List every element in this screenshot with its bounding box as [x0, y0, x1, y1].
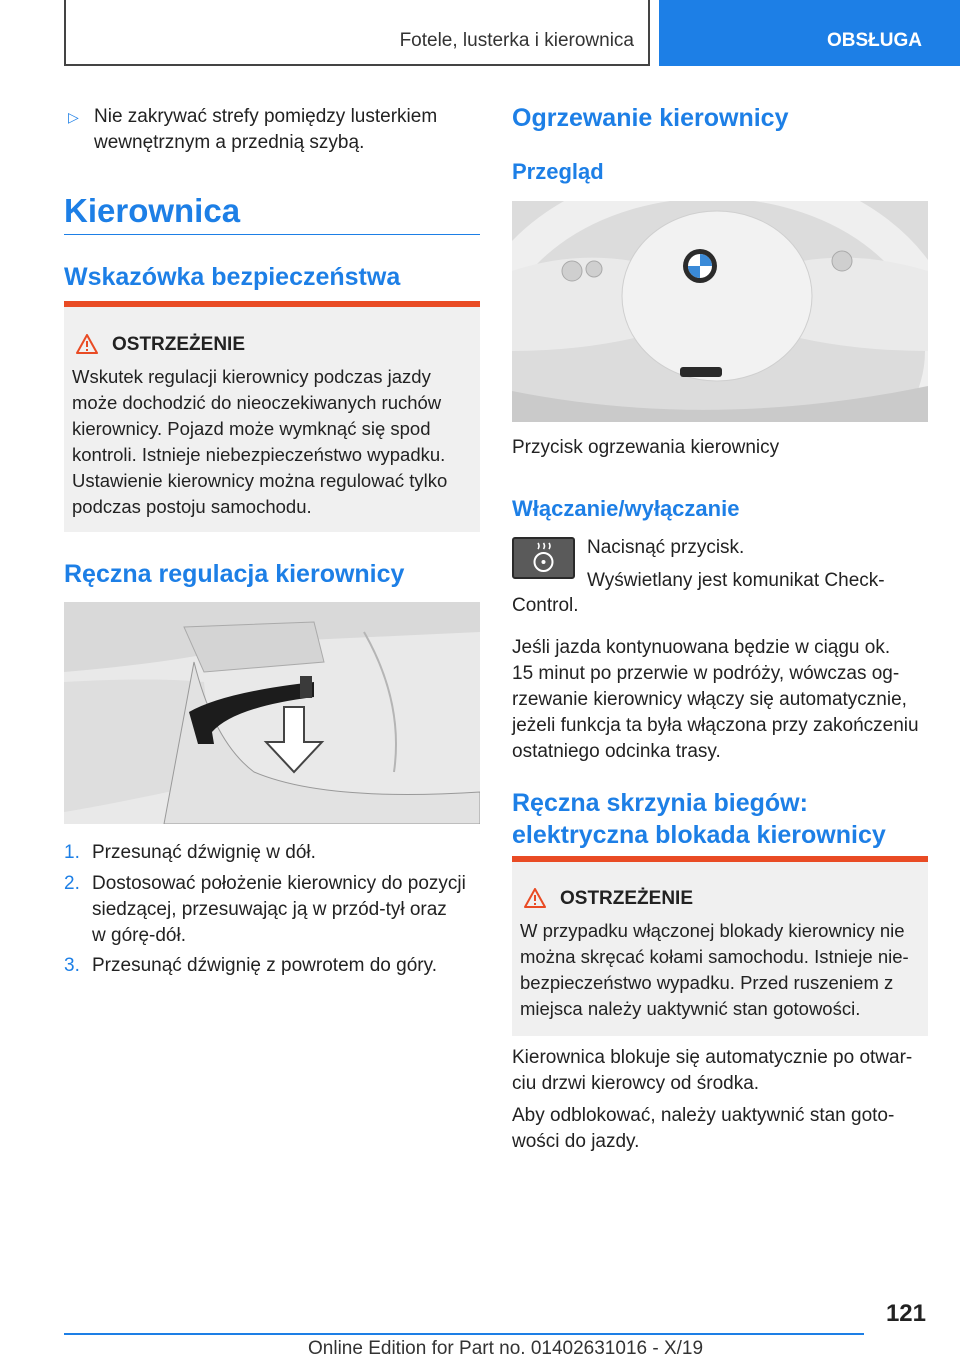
triangle-bullet-icon: ▷: [68, 109, 79, 125]
warning-triangle-icon: [76, 334, 98, 354]
onoff-text-1: Nacisnąć przycisk.: [587, 537, 745, 558]
header-tab-label: OBSŁUGA: [827, 30, 922, 51]
heating-heading: Ogrzewanie kierownicy: [512, 104, 789, 132]
header-section-box: [64, 0, 650, 66]
image-caption: Przycisk ogrzewania kierownicy: [512, 437, 780, 458]
warning-line: miejsca należy uaktywnić stan gotowości.: [520, 998, 861, 1019]
paragraph-line: jeżeli funkcja ta była włączona przy zakończeniu: [512, 715, 919, 736]
paragraph-line: Kierownica blokuje się automatycznie po otwar-: [512, 1047, 913, 1068]
steering-lever-image: [64, 602, 480, 824]
step-3: [64, 953, 437, 979]
step-line: w górę-dół.: [92, 925, 186, 946]
warning-line: kierownicy. Pojazd może wymknąć się spod: [72, 418, 431, 439]
paragraph-line: ostatniego odcinka trasy.: [512, 741, 721, 762]
lock-paragraph: [512, 1045, 912, 1097]
chapter-divider: [64, 234, 480, 235]
paragraph-line: wości do jazdy.: [512, 1131, 640, 1152]
heading-line: elektryczna blokada kierownicy: [512, 821, 886, 849]
step-2: [64, 871, 466, 949]
onoff-text-2b: Control.: [512, 595, 579, 616]
warning-line: podczas postoju samochodu.: [72, 496, 312, 517]
warning-line: bezpieczeństwo wypadku. Przed ruszeniem z: [520, 972, 894, 993]
footer-divider: [64, 1333, 864, 1335]
warning-line: Wskutek regulacji kierownicy podczas jazdy: [72, 366, 431, 387]
warning-box-right: [512, 856, 928, 1036]
safety-heading: Wskazówka bezpieczeństwa: [64, 263, 401, 291]
manual-adjust-heading: Ręczna regulacja kierownicy: [64, 560, 405, 588]
step-line: Dostosować położenie kierownicy do pozycji: [92, 873, 466, 894]
paragraph-line: Aby odblokować, należy uaktywnić stan goto-: [512, 1105, 895, 1126]
manual-gear-heading: [512, 787, 886, 851]
step-text: [92, 871, 466, 949]
warning-line: może dochodzić do nieoczekiwanych ruchów: [72, 392, 442, 413]
paragraph-line: rzewanie kierownicy włączy się automatycznie,: [512, 689, 907, 710]
warning-line: Ustawienie kierownicy można regulować tylko: [72, 470, 448, 491]
overview-heading: Przegląd: [512, 159, 604, 184]
step-text: Przesunąć dźwignię w dół.: [92, 842, 316, 863]
header-tab-obsluga: [659, 0, 960, 66]
warning-title: OSTRZEŻENIE: [560, 888, 694, 909]
warning-triangle-icon: [524, 888, 546, 908]
warning-line: kontroli. Istnieje niebezpieczeństwo wypadku.: [72, 444, 446, 465]
warning-text: [520, 918, 909, 1022]
step-text: Przesunąć dźwignię z powrotem do góry.: [92, 955, 437, 976]
step-1: [64, 840, 316, 866]
warning-title: OSTRZEŻENIE: [112, 334, 246, 355]
heading-line: Ręczna skrzynia biegów:: [512, 789, 808, 817]
paragraph-line: 15 minut po przerwie w podróży, wówczas og-: [512, 663, 900, 684]
unlock-paragraph: [512, 1103, 894, 1155]
step-number: 3.: [64, 955, 80, 976]
step-number: 1.: [64, 842, 80, 863]
page-number: 121: [885, 1300, 926, 1327]
continuation-paragraph: [512, 635, 919, 765]
paragraph-line: ciu drzwi kierowcy od środka.: [512, 1073, 760, 1094]
warning-line: można skręcać kołami samochodu. Istnieje nie-: [520, 946, 909, 967]
warning-line: W przypadku włączonej blokady kierownicy nie: [520, 920, 905, 941]
warning-box-left: [64, 301, 480, 532]
onoff-text-2a: Wyświetlany jest komunikat Check-: [587, 570, 885, 591]
step-line: siedzącej, przesuwając ją w przód-tył oraz: [92, 899, 447, 920]
bullet-text: Nie zakrywać strefy pomiędzy lusterkiem wewnętrznym a przednią szybą.: [94, 106, 438, 153]
bullet-item: [64, 104, 480, 156]
warning-text: [72, 364, 447, 520]
step-number: 2.: [64, 873, 80, 894]
steering-heat-button-icon: [512, 537, 575, 579]
chapter-title: Kierownica: [64, 192, 241, 229]
onoff-heading: Włączanie/wyłączanie: [512, 496, 740, 521]
steering-wheel-image: [512, 201, 928, 422]
footer-edition-text: Online Edition for Part no. 01402631016 - X/19: [308, 1338, 704, 1359]
header-section-title: Fotele, lusterka i kierownica: [399, 30, 634, 51]
paragraph-line: Jeśli jazda kontynuowana będzie w ciągu ok.: [512, 637, 891, 658]
